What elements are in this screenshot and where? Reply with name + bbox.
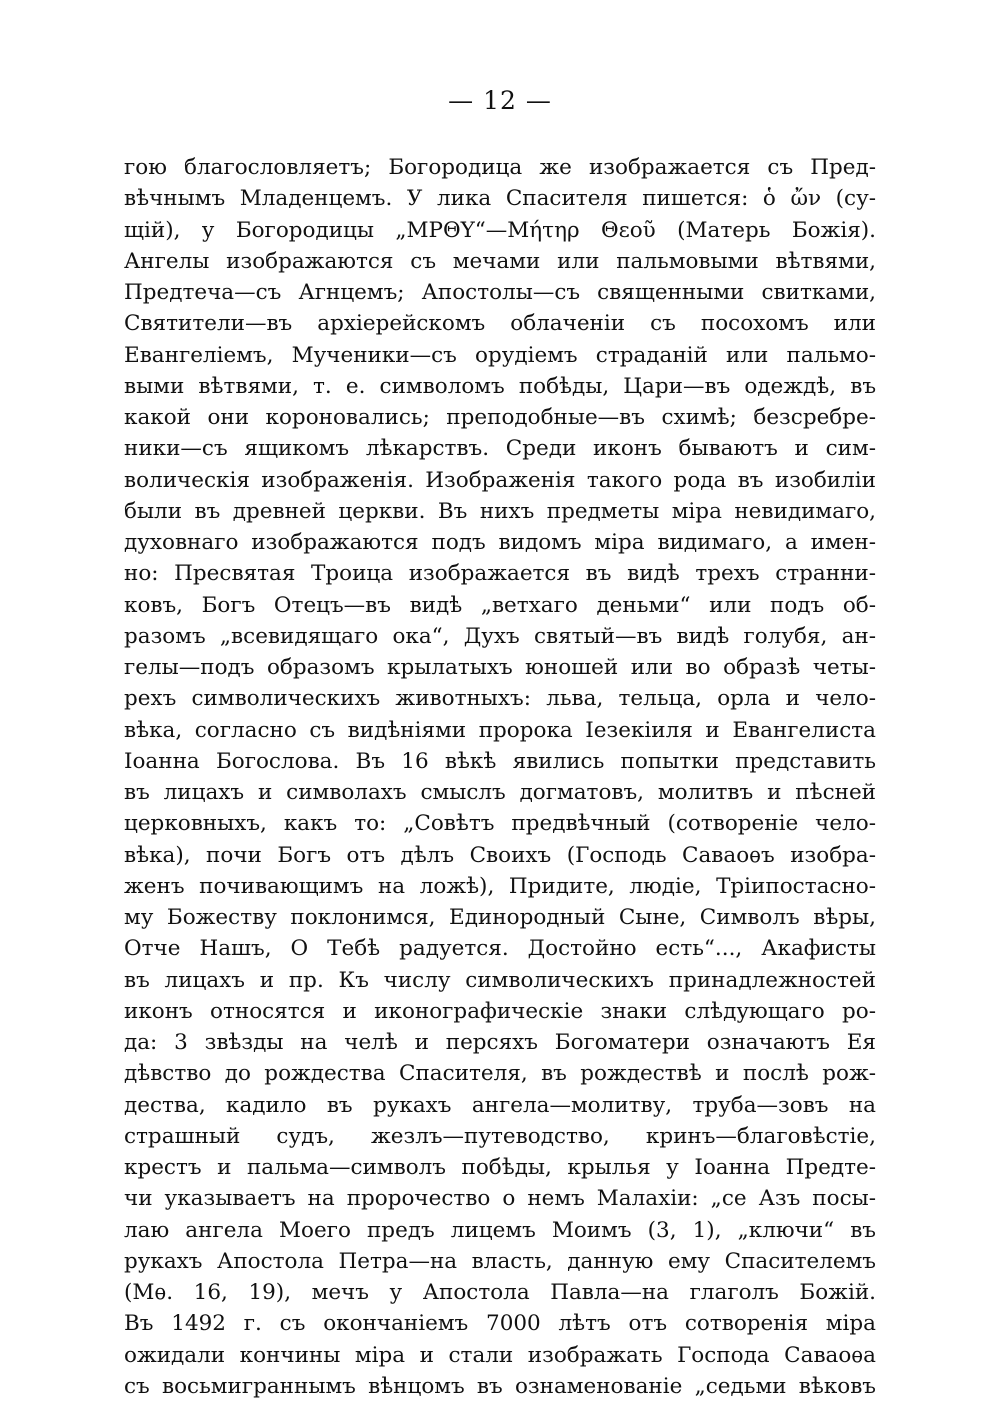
text-line: рукахъ Апостола Петра—на власть, данную ему Спасителемъ	[124, 1248, 876, 1274]
text-line: разомъ „всевидящаго ока“, Духъ святый—въ видѣ голубя, ан-	[124, 623, 876, 649]
text-line: лаю ангела Моего предъ лицемъ Моимъ (3, 1), „ключи“ въ	[124, 1217, 876, 1243]
text-line: Въ 1492 г. съ окончаніемъ 7000 лѣтъ отъ сотворенія міра	[124, 1311, 876, 1337]
text-line: какой они короновались; преподобные—въ схимѣ; безсребре-	[124, 405, 876, 430]
text-line: крестъ и пальма—символъ побѣды, крылья у Іоанна Предте-	[124, 1155, 876, 1180]
text-line: женъ почивающимъ на ложѣ), Придите, людіе, Тріипостасно-	[124, 873, 876, 899]
text-line: въ лицахъ и символахъ смыслъ догматовъ, молитвъ и пѣсней	[124, 780, 876, 805]
text-line: (Мѳ. 16, 19), мечъ у Апостола Павла—на глаголъ Божій.	[124, 1280, 876, 1305]
text-line: Предтеча—съ Агнцемъ; Апостолы—съ священными свитками,	[124, 280, 876, 305]
text-line: му Божеству поклонимся, Единородный Сыне, Символъ вѣры,	[124, 905, 876, 930]
text-line: вѣка), почи Богъ отъ дѣлъ Своихъ (Господь Саваоѳъ изобра-	[124, 842, 876, 868]
text-line: духовнаго изображаются подъ видомъ міра видимаго, а имен-	[124, 530, 876, 555]
text-line: щій), у Богородицы „ΜΡΘΥ“—Μήτηρ Θεοῦ (Матерь Божія).	[124, 217, 876, 243]
text-line: Отче Нашъ, О Тебѣ радуется. Достойно есть“..., Акафисты	[124, 936, 876, 962]
text-line: ники—съ ящикомъ лѣкарствъ. Среди иконъ бываютъ и сим-	[124, 436, 876, 462]
text-line: вѣка, согласно съ видѣніями пророка Іезекіиля и Евангелиста	[124, 717, 876, 743]
text-line: церковныхъ, какъ то: „Совѣтъ предвѣчный (сотвореніе чело-	[124, 811, 876, 837]
text-line: были въ древней церкви. Въ нихъ предметы міра невидимаго,	[124, 498, 876, 524]
page-number: — 12 —	[448, 86, 552, 115]
body-text	[124, 152, 876, 1402]
text-line: въ лицахъ и пр. Къ числу символическихъ принадлежностей	[124, 967, 876, 993]
text-line: Іоанна Богослова. Въ 16 вѣкѣ явились попытки представить	[124, 748, 876, 774]
text-line: съ восьмиграннымъ вѣнцомъ въ ознаменованіе „седьми вѣковъ	[124, 1373, 876, 1399]
text-line: гелы—подъ образомъ крылатыхъ юношей или во образѣ четы-	[124, 655, 876, 680]
text-line: но: Пресвятая Троица изображается въ видѣ трехъ странни-	[124, 561, 876, 587]
text-line: рехъ символическихъ животныхъ: льва, тельца, орла и чело-	[124, 686, 876, 712]
text-line: гою благословляетъ; Богородица же изображается съ Пред-	[124, 155, 876, 180]
text-line: чи указываетъ на пророчество о немъ Малахіи: „се Азъ посы-	[124, 1186, 876, 1212]
text-line: выми вѣтвями, т. е. символомъ побѣды, Цари—въ одеждѣ, въ	[124, 373, 876, 399]
text-line: вѣчнымъ Младенцемъ. У лика Спасителя пишется: ὁ ὤν (су-	[124, 186, 876, 212]
text-line: Ангелы изображаются съ мечами или пальмовыми вѣтвями,	[124, 248, 876, 274]
text-line: волическія изображенія. Изображенія такого рода въ изобиліи	[124, 467, 876, 493]
text-line: иконъ относятся и иконографическіе знаки слѣдующаго ро-	[124, 998, 876, 1024]
text-line: страшный судъ, жезлъ—путеводство, кринъ—благовѣстіе,	[124, 1123, 876, 1149]
text-line: да: 3 звѣзды на челѣ и персяхъ Богоматери означаютъ Ея	[124, 1030, 876, 1055]
text-line: Евангеліемъ, Мученики—съ орудіемъ страданій или пальмо-	[124, 342, 876, 368]
text-line: Святители—въ архіерейскомъ облаченіи съ посохомъ или	[124, 311, 876, 337]
text-line: дества, кадило въ рукахъ ангела—молитву, труба—зовъ на	[124, 1092, 876, 1118]
text-line: ковъ, Богъ Отецъ—въ видѣ „ветхаго деньми“ или подъ об-	[124, 592, 876, 618]
text-line: дѣвство до рождества Спасителя, въ рождествѣ и послѣ рож-	[124, 1061, 876, 1087]
text-line: ожидали кончины міра и стали изображать Господа Саваоѳа	[124, 1342, 876, 1368]
